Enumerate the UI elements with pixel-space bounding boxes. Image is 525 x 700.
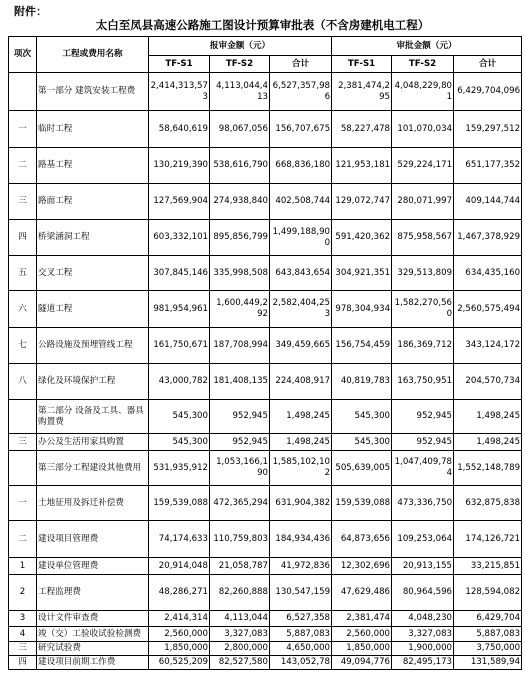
declared-s1-cell: 2,414,313,573 (149, 73, 210, 111)
table-row (9, 642, 522, 656)
approved-s2-cell: 952,945 (392, 434, 454, 451)
row-name: 设计文件审查费 (37, 611, 149, 627)
approved-total-cell: 174,126,721 (454, 521, 522, 558)
declared-s1-cell: 2,560,000 (149, 627, 210, 642)
row-index (9, 400, 37, 434)
approved-total-cell: 5,887,083 (454, 627, 522, 642)
approved-s2-cell: 4,048,229,801 (392, 73, 454, 111)
table-row (9, 656, 522, 670)
row-index: 七 (9, 328, 37, 364)
declared-total-cell: 184,934,436 (270, 521, 332, 558)
approved-s2-cell: 80,964,596 (392, 575, 454, 611)
row-name: 研究试验费 (37, 642, 149, 656)
declared-total-cell: 224,408,917 (270, 364, 332, 400)
approved-s2-cell: 3,327,083 (392, 627, 454, 642)
header-row-1 (9, 37, 522, 56)
declared-s2-cell: 2,800,000 (210, 642, 270, 656)
row-index: 1 (9, 558, 37, 575)
table-row (9, 111, 522, 148)
header-approved-s1: TF-S1 (332, 56, 392, 73)
declared-total-cell: 41,972,836 (270, 558, 332, 575)
row-index: 3 (9, 611, 37, 627)
declared-s2-cell: 274,938,840 (210, 184, 270, 220)
row-name: 第一部分 建筑安装工程费 (37, 73, 149, 111)
declared-total-cell: 402,508,744 (270, 184, 332, 220)
declared-s2-cell: 4,113,044,413 (210, 73, 270, 111)
approved-s2-cell: 186,369,712 (392, 328, 454, 364)
table-row (9, 328, 522, 364)
declared-total-cell: 349,459,665 (270, 328, 332, 364)
approved-s1-cell: 129,072,747 (332, 184, 392, 220)
approved-total-cell: 634,435,160 (454, 256, 522, 291)
header-approved: 审批金额（元） (332, 37, 522, 56)
declared-total-cell: 6,527,357,986 (270, 73, 332, 111)
declared-s1-cell: 58,640,619 (149, 111, 210, 148)
declared-s1-cell: 603,332,101 (149, 220, 210, 256)
approved-total-cell: 159,297,512 (454, 111, 522, 148)
approved-total-cell: 1,467,378,929 (454, 220, 522, 256)
approved-s1-cell: 2,381,474 (332, 611, 392, 627)
approved-s1-cell: 159,539,088 (332, 486, 392, 521)
declared-s2-cell: 472,365,294 (210, 486, 270, 521)
declared-s2-cell: 98,067,056 (210, 111, 270, 148)
header-approved-s2: TF-S2 (392, 56, 454, 73)
approved-s1-cell: 2,560,000 (332, 627, 392, 642)
declared-s1-cell: 1,850,000 (149, 642, 210, 656)
table-row (9, 73, 522, 111)
header-index: 项次 (9, 37, 37, 73)
approved-s2-cell: 952,945 (392, 400, 454, 434)
declared-s1-cell: 130,219,390 (149, 148, 210, 184)
declared-s2-cell: 21,058,787 (210, 558, 270, 575)
approved-total-cell: 409,144,744 (454, 184, 522, 220)
approved-s2-cell: 529,224,171 (392, 148, 454, 184)
row-index: 4 (9, 627, 37, 642)
approved-s1-cell: 978,304,934 (332, 291, 392, 328)
approved-total-cell: 2,560,575,494 (454, 291, 522, 328)
approved-s1-cell: 47,629,486 (332, 575, 392, 611)
approved-s1-cell: 121,953,181 (332, 148, 392, 184)
row-name: 绿化及环境保护工程 (37, 364, 149, 400)
declared-total-cell: 2,582,404,253 (270, 291, 332, 328)
declared-s2-cell: 895,856,799 (210, 220, 270, 256)
declared-total-cell: 130,547,159 (270, 575, 332, 611)
header-declared: 报审金额（元） (149, 37, 332, 56)
declared-total-cell: 668,836,180 (270, 148, 332, 184)
declared-s1-cell: 20,914,048 (149, 558, 210, 575)
declared-total-cell: 1,498,245 (270, 400, 332, 434)
row-name: 土地征用及拆迁补偿费 (37, 486, 149, 521)
declared-s2-cell: 82,527,580 (210, 656, 270, 670)
declared-s1-cell: 545,300 (149, 434, 210, 451)
row-name: 公路设施及预埋管线工程 (37, 328, 149, 364)
declared-total-cell: 143,052,78 (270, 656, 332, 670)
approved-s2-cell: 1,047,409,784 (392, 451, 454, 486)
declared-s2-cell: 110,759,803 (210, 521, 270, 558)
row-name: 建设项目管理费 (37, 521, 149, 558)
table-row (9, 400, 522, 434)
page-title: 太白至凤县高速公路施工图设计预算审批表（不含房建机电工程） (95, 18, 430, 32)
approved-total-cell: 128,594,082 (454, 575, 522, 611)
declared-s1-cell: 531,935,912 (149, 451, 210, 486)
approved-s1-cell: 2,381,474,295 (332, 73, 392, 111)
declared-total-cell: 1,585,102,102 (270, 451, 332, 486)
row-name: 桥梁涵洞工程 (37, 220, 149, 256)
approved-s1-cell: 545,300 (332, 400, 392, 434)
row-index: 三 (9, 184, 37, 220)
table-row (9, 291, 522, 328)
row-name: 隧道工程 (37, 291, 149, 328)
approved-s2-cell: 329,513,809 (392, 256, 454, 291)
declared-s2-cell: 3,327,083 (210, 627, 270, 642)
row-index: 五 (9, 256, 37, 291)
approved-s1-cell: 156,754,459 (332, 328, 392, 364)
declared-s2-cell: 1,053,166,190 (210, 451, 270, 486)
header-approved-total: 合计 (454, 56, 522, 73)
approved-total-cell: 204,570,734 (454, 364, 522, 400)
approved-s2-cell: 875,958,567 (392, 220, 454, 256)
approved-s1-cell: 64,873,656 (332, 521, 392, 558)
declared-s2-cell: 187,708,994 (210, 328, 270, 364)
header-declared-s1: TF-S1 (149, 56, 210, 73)
row-index (9, 451, 37, 486)
approved-s2-cell: 473,336,750 (392, 486, 454, 521)
header-declared-total: 合计 (270, 56, 332, 73)
declared-s2-cell: 4,113,044 (210, 611, 270, 627)
declared-total-cell: 6,527,358 (270, 611, 332, 627)
row-name: 路面工程 (37, 184, 149, 220)
row-index: 一 (9, 111, 37, 148)
table-row (9, 364, 522, 400)
declared-total-cell: 4,650,000 (270, 642, 332, 656)
declared-s1-cell: 307,845,146 (149, 256, 210, 291)
approved-s2-cell: 1,582,270,560 (392, 291, 454, 328)
declared-s2-cell: 1,600,449,292 (210, 291, 270, 328)
header-declared-s2: TF-S2 (210, 56, 270, 73)
row-name: 第三部分工程建设其他费用 (37, 451, 149, 486)
approved-total-cell: 1,552,148,789 (454, 451, 522, 486)
declared-s2-cell: 952,945 (210, 434, 270, 451)
row-name: 路基工程 (37, 148, 149, 184)
approved-total-cell: 1,498,245 (454, 400, 522, 434)
row-index: 三 (9, 434, 37, 451)
declared-total-cell: 156,707,675 (270, 111, 332, 148)
declared-s2-cell: 181,408,135 (210, 364, 270, 400)
declared-s1-cell: 127,569,904 (149, 184, 210, 220)
row-index: 三 (9, 642, 37, 656)
approved-s2-cell: 82,495,173 (392, 656, 454, 670)
declared-total-cell: 631,904,382 (270, 486, 332, 521)
approved-s2-cell: 20,913,155 (392, 558, 454, 575)
approved-s2-cell: 4,048,230 (392, 611, 454, 627)
row-name: 工程监理费 (37, 575, 149, 611)
row-index: 一 (9, 486, 37, 521)
approved-s1-cell: 505,639,005 (332, 451, 392, 486)
approved-s1-cell: 12,302,696 (332, 558, 392, 575)
row-index: 2 (9, 575, 37, 611)
declared-s1-cell: 545,300 (149, 400, 210, 434)
declared-s1-cell: 60,525,209 (149, 656, 210, 670)
row-name: 第二部分 设备及工具、器具购置费 (37, 400, 149, 434)
declared-s1-cell: 43,000,782 (149, 364, 210, 400)
approved-total-cell: 632,875,838 (454, 486, 522, 521)
approved-s1-cell: 40,819,783 (332, 364, 392, 400)
declared-s1-cell: 48,286,271 (149, 575, 210, 611)
budget-table (8, 36, 522, 670)
table-row (9, 486, 522, 521)
table-row (9, 148, 522, 184)
table-row (9, 575, 522, 611)
table-row (9, 434, 522, 451)
row-index (9, 73, 37, 111)
declared-s2-cell: 82,260,888 (210, 575, 270, 611)
row-index: 八 (9, 364, 37, 400)
row-name: 建设项目前期工作费 (37, 656, 149, 670)
approved-total-cell: 33,215,851 (454, 558, 522, 575)
approved-s2-cell: 163,750,951 (392, 364, 454, 400)
approved-total-cell: 1,498,245 (454, 434, 522, 451)
row-index: 六 (9, 291, 37, 328)
row-index: 二 (9, 521, 37, 558)
row-index: 二 (9, 148, 37, 184)
declared-s1-cell: 2,414,314 (149, 611, 210, 627)
declared-total-cell: 5,887,083 (270, 627, 332, 642)
declared-total-cell: 1,498,245 (270, 434, 332, 451)
approved-total-cell: 343,124,172 (454, 328, 522, 364)
approved-total-cell: 6,429,704 (454, 611, 522, 627)
approved-s1-cell: 304,921,351 (332, 256, 392, 291)
declared-s2-cell: 335,998,508 (210, 256, 270, 291)
table-row (9, 256, 522, 291)
approved-s2-cell: 109,253,064 (392, 521, 454, 558)
approved-s1-cell: 49,094,776 (332, 656, 392, 670)
table-row (9, 611, 522, 627)
row-name: 交叉工程 (37, 256, 149, 291)
table-row (9, 184, 522, 220)
declared-s1-cell: 981,954,961 (149, 291, 210, 328)
approved-total-cell: 6,429,704,096 (454, 73, 522, 111)
declared-s1-cell: 161,750,671 (149, 328, 210, 364)
approved-s1-cell: 58,227,478 (332, 111, 392, 148)
attachment-label: 附件： (14, 5, 47, 18)
row-name: 建设单位管理费 (37, 558, 149, 575)
row-index: 四 (9, 656, 37, 670)
table-row (9, 558, 522, 575)
declared-total-cell: 1,499,188,900 (270, 220, 332, 256)
row-index: 四 (9, 220, 37, 256)
table-row (9, 451, 522, 486)
approved-s1-cell: 591,420,362 (332, 220, 392, 256)
declared-s1-cell: 74,174,633 (149, 521, 210, 558)
approved-s2-cell: 1,900,000 (392, 642, 454, 656)
table-row (9, 627, 522, 642)
declared-total-cell: 643,843,654 (270, 256, 332, 291)
declared-s2-cell: 952,945 (210, 400, 270, 434)
header-name: 工程或费用名称 (37, 37, 149, 73)
approved-s2-cell: 101,070,034 (392, 111, 454, 148)
declared-s1-cell: 159,539,088 (149, 486, 210, 521)
row-name: 临时工程 (37, 111, 149, 148)
table-row (9, 521, 522, 558)
approved-s2-cell: 280,071,997 (392, 184, 454, 220)
declared-s2-cell: 538,616,790 (210, 148, 270, 184)
approved-total-cell: 651,177,352 (454, 148, 522, 184)
row-name: 竣（交）工验收试验检测费 (37, 627, 149, 642)
row-name: 办公及生活用家具购置 (37, 434, 149, 451)
approved-total-cell: 131,589,94 (454, 656, 522, 670)
approved-s1-cell: 545,300 (332, 434, 392, 451)
approved-total-cell: 3,750,000 (454, 642, 522, 656)
approved-s1-cell: 1,850,000 (332, 642, 392, 656)
table-row (9, 220, 522, 256)
